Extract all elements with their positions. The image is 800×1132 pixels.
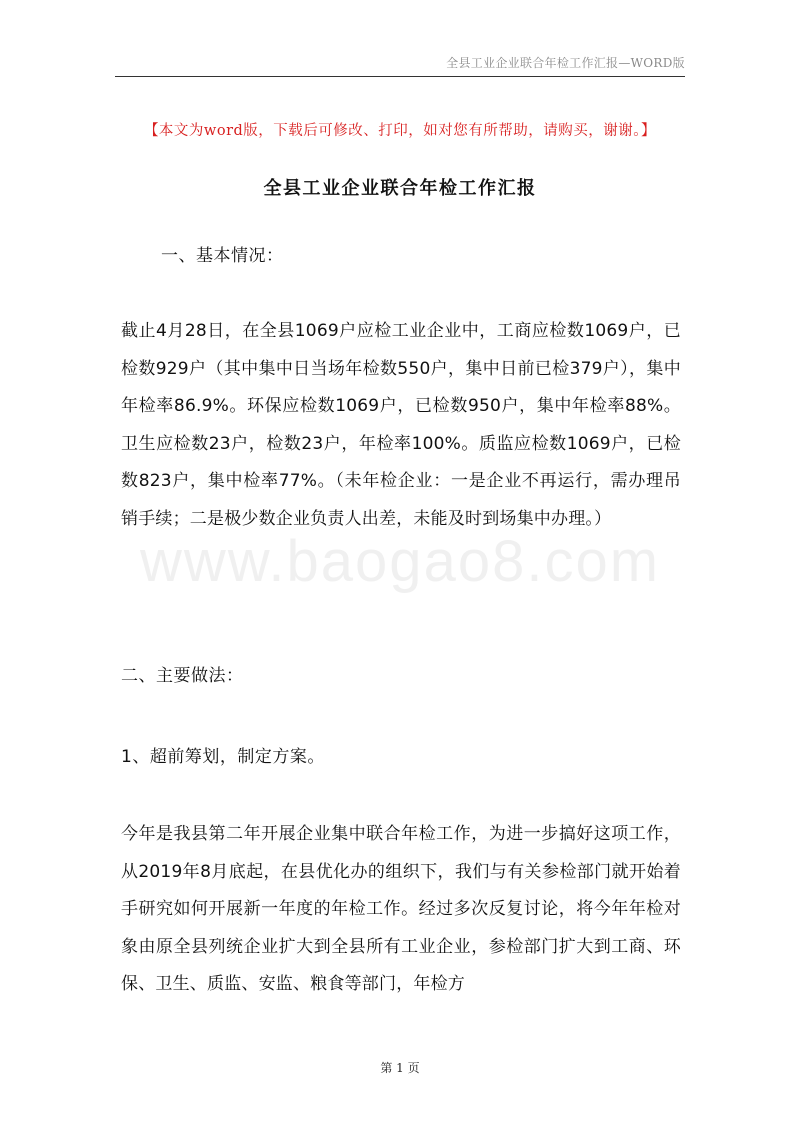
watermark: www.baogao8.com [139, 529, 661, 594]
purchase-notice: 【本文为word版，下载后可修改、打印，如对您有所帮助，请购买，谢谢。】 [143, 123, 657, 139]
page-header [115, 52, 685, 77]
section-heading-methods: 二、主要做法： [121, 666, 244, 686]
paragraph-item-1: 今年是我县第二年开展企业集中联合年检工作，为进一步搞好这项工作，从2019年8月底起，在县优化办的组织下，我们与有关参检部门就开始着手研究如何开展新一年度的年检工作。经过多次反复讨论，将今年年检对象由原全县列统企业扩大到全县所有工业企业，参检部门扩大到工商、环保、卫生、质监、安监、粮食等部门，年检方 [121, 824, 681, 994]
running-title: 全县工业企业联合年检工作汇报—WORD版 [446, 56, 685, 70]
page-number: 第 1 页 [380, 1061, 420, 1075]
document-title: 全县工业企业联合年检工作汇报 [263, 178, 537, 199]
section-heading-basic: 一、基本情况： [161, 246, 284, 266]
item-heading-1: 1、超前筹划，制定方案。 [121, 747, 325, 767]
paragraph-basic-situation: 截止4月28日，在全县1069户应检工业企业中，工商应检数1069户，已检数929户（其中集中日当场年检数550户，集中日前已检379户），集中年检率86.9%。环保应检数1069户，已检数950户，集中年检率88%。卫生应检数23户，检数23户，年检率100%。质监应检数1069户，已检数823户，集中检率77%。（未年检企业：一是企业不再运行，需办理吊销手续；二是极少数企业负责人出差，未能及时到场集中办理。） [121, 321, 681, 529]
